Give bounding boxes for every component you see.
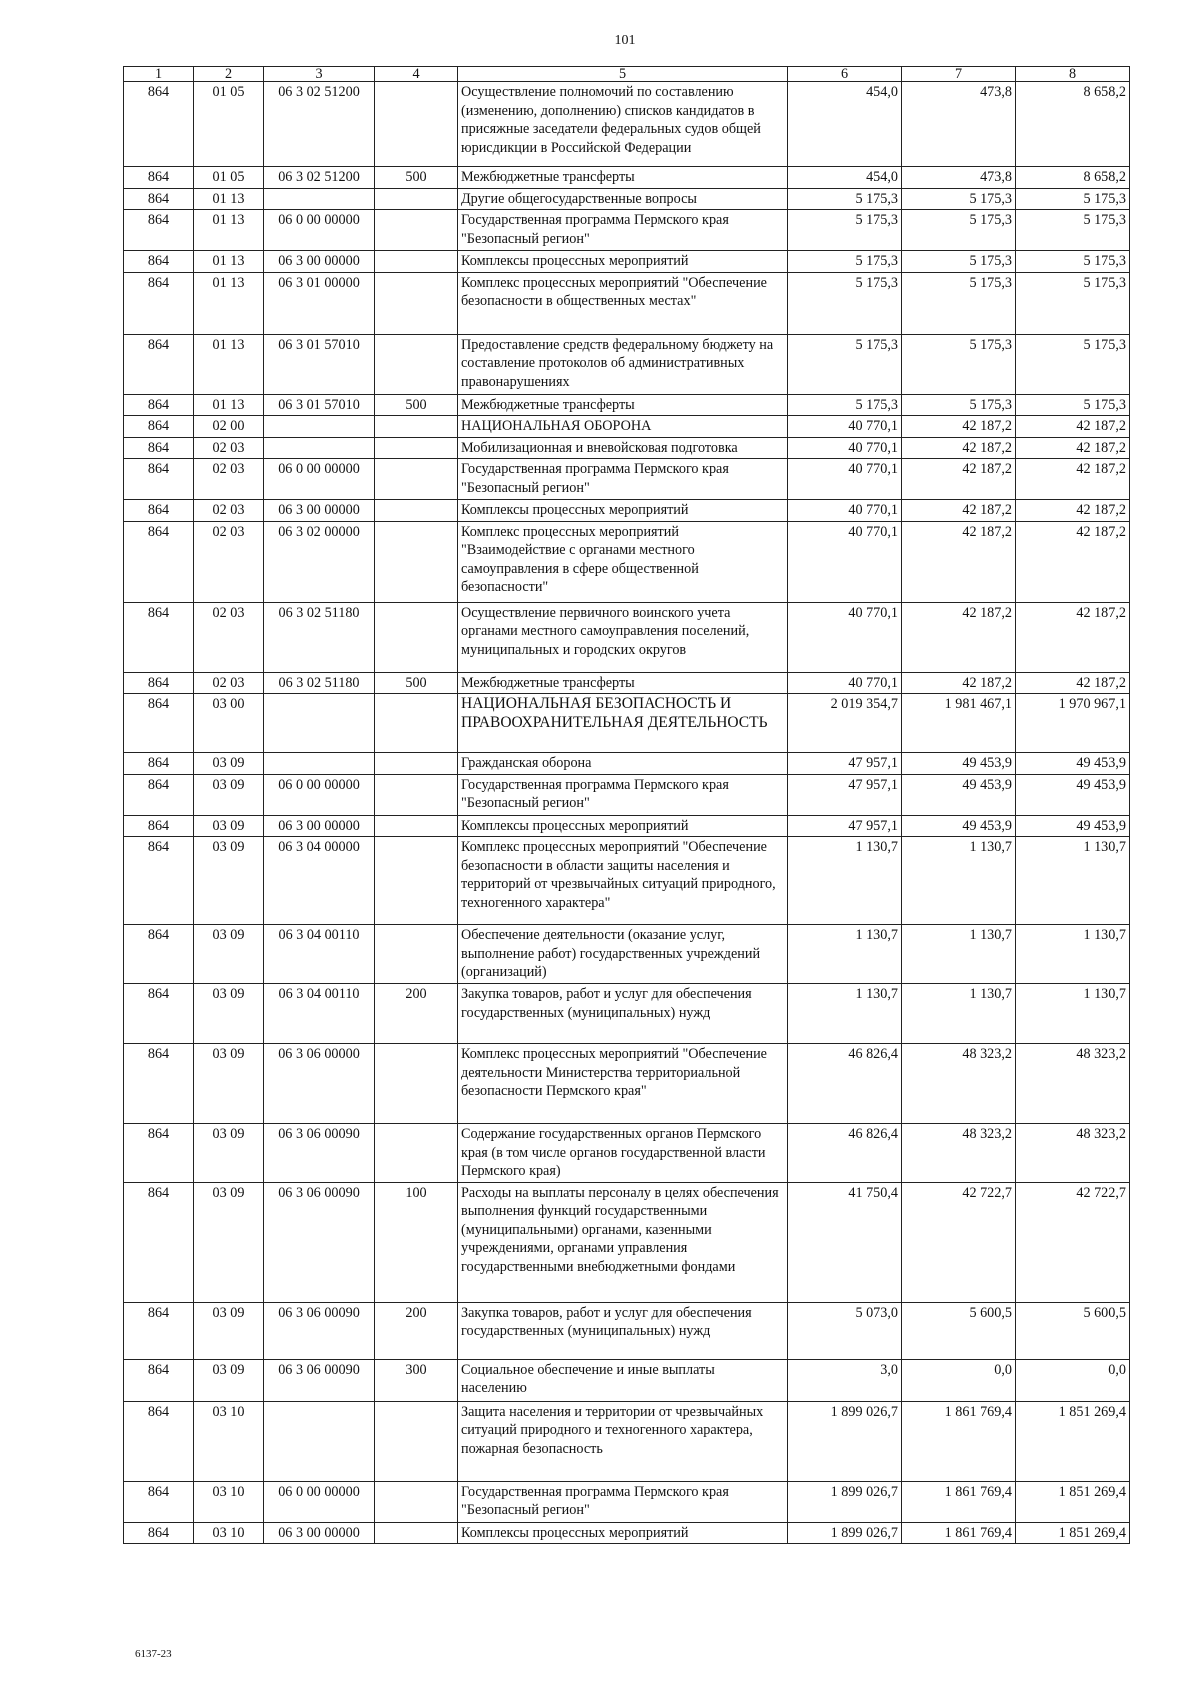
cell-target-article xyxy=(264,416,375,438)
cell-amount-year-3: 8 658,2 xyxy=(1016,82,1130,167)
cell-admin-code: 864 xyxy=(124,1359,194,1401)
cell-amount-year-1: 454,0 xyxy=(788,167,902,189)
cell-amount-year-1: 1 899 026,7 xyxy=(788,1401,902,1481)
cell-amount-year-1: 5 175,3 xyxy=(788,210,902,251)
cell-description: Комплексы процессных мероприятий xyxy=(458,251,788,273)
cell-section-code: 03 09 xyxy=(194,984,264,1044)
table-row xyxy=(124,416,1130,438)
cell-amount-year-1: 47 957,1 xyxy=(788,815,902,837)
cell-amount-year-3: 1 851 269,4 xyxy=(1016,1481,1130,1522)
table-row xyxy=(124,1522,1130,1544)
cell-expense-type: 500 xyxy=(375,672,458,694)
cell-description: Осуществление первичного воинского учета органами местного самоуправления поселений, муниципальных и городских округов xyxy=(458,602,788,672)
cell-amount-year-2: 5 175,3 xyxy=(902,251,1016,273)
cell-admin-code: 864 xyxy=(124,334,194,394)
cell-admin-code: 864 xyxy=(124,521,194,602)
table-row xyxy=(124,925,1130,984)
cell-target-article xyxy=(264,1401,375,1481)
cell-section-code: 01 05 xyxy=(194,167,264,189)
cell-description: Гражданская оборона xyxy=(458,753,788,775)
cell-target-article xyxy=(264,753,375,775)
cell-target-article: 06 3 06 00090 xyxy=(264,1302,375,1359)
table-row xyxy=(124,210,1130,251)
cell-admin-code: 864 xyxy=(124,815,194,837)
cell-amount-year-1: 40 770,1 xyxy=(788,416,902,438)
cell-section-code: 02 03 xyxy=(194,437,264,459)
cell-admin-code: 864 xyxy=(124,753,194,775)
cell-target-article: 06 3 06 00090 xyxy=(264,1124,375,1183)
cell-amount-year-3: 5 175,3 xyxy=(1016,394,1130,416)
cell-expense-type xyxy=(375,837,458,925)
cell-admin-code: 864 xyxy=(124,1044,194,1124)
cell-amount-year-2: 473,8 xyxy=(902,167,1016,189)
cell-section-code: 03 09 xyxy=(194,815,264,837)
cell-amount-year-2: 48 323,2 xyxy=(902,1044,1016,1124)
cell-amount-year-2: 1 861 769,4 xyxy=(902,1401,1016,1481)
cell-amount-year-1: 2 019 354,7 xyxy=(788,694,902,753)
table-row xyxy=(124,272,1130,334)
cell-description: Расходы на выплаты персоналу в целях обеспечения выполнения функций государственными (муниципальными) органами, казенными учреждениями, органами управления государственными внебюджетными фондами xyxy=(458,1182,788,1302)
cell-target-article: 06 3 00 00000 xyxy=(264,1522,375,1544)
cell-amount-year-1: 5 175,3 xyxy=(788,334,902,394)
cell-expense-type xyxy=(375,188,458,210)
cell-expense-type xyxy=(375,459,458,500)
cell-amount-year-2: 5 175,3 xyxy=(902,272,1016,334)
cell-section-code: 02 00 xyxy=(194,416,264,438)
cell-amount-year-2: 49 453,9 xyxy=(902,815,1016,837)
table-row xyxy=(124,437,1130,459)
cell-section-code: 03 10 xyxy=(194,1401,264,1481)
cell-expense-type: 200 xyxy=(375,984,458,1044)
cell-amount-year-1: 454,0 xyxy=(788,82,902,167)
cell-expense-type xyxy=(375,416,458,438)
cell-expense-type xyxy=(375,602,458,672)
cell-section-code: 03 09 xyxy=(194,1044,264,1124)
cell-amount-year-3: 48 323,2 xyxy=(1016,1124,1130,1183)
cell-admin-code: 864 xyxy=(124,837,194,925)
table-body xyxy=(124,82,1130,1544)
cell-expense-type xyxy=(375,1044,458,1124)
cell-amount-year-2: 42 187,2 xyxy=(902,521,1016,602)
cell-admin-code: 864 xyxy=(124,394,194,416)
cell-admin-code: 864 xyxy=(124,984,194,1044)
table-row xyxy=(124,984,1130,1044)
cell-amount-year-1: 47 957,1 xyxy=(788,753,902,775)
column-header: 2 xyxy=(194,67,264,82)
cell-amount-year-1: 5 175,3 xyxy=(788,394,902,416)
cell-amount-year-3: 48 323,2 xyxy=(1016,1044,1130,1124)
table-row xyxy=(124,602,1130,672)
cell-amount-year-2: 42 187,2 xyxy=(902,437,1016,459)
cell-description: Другие общегосударственные вопросы xyxy=(458,188,788,210)
cell-admin-code: 864 xyxy=(124,694,194,753)
cell-amount-year-3: 49 453,9 xyxy=(1016,774,1130,815)
cell-amount-year-2: 1 130,7 xyxy=(902,925,1016,984)
cell-description: Мобилизационная и вневойсковая подготовка xyxy=(458,437,788,459)
table-row xyxy=(124,837,1130,925)
cell-admin-code: 864 xyxy=(124,1302,194,1359)
cell-amount-year-3: 5 175,3 xyxy=(1016,272,1130,334)
cell-amount-year-3: 5 175,3 xyxy=(1016,210,1130,251)
cell-admin-code: 864 xyxy=(124,672,194,694)
table-row xyxy=(124,1481,1130,1522)
cell-description: Государственная программа Пермского края "Безопасный регион" xyxy=(458,459,788,500)
cell-section-code: 03 09 xyxy=(194,1302,264,1359)
cell-target-article: 06 3 06 00090 xyxy=(264,1359,375,1401)
cell-admin-code: 864 xyxy=(124,602,194,672)
cell-expense-type xyxy=(375,1401,458,1481)
cell-amount-year-1: 46 826,4 xyxy=(788,1044,902,1124)
cell-amount-year-2: 1 130,7 xyxy=(902,837,1016,925)
cell-expense-type xyxy=(375,753,458,775)
cell-expense-type: 500 xyxy=(375,394,458,416)
table-row xyxy=(124,694,1130,753)
cell-target-article: 06 3 06 00000 xyxy=(264,1044,375,1124)
cell-amount-year-2: 5 175,3 xyxy=(902,210,1016,251)
cell-target-article: 06 3 01 57010 xyxy=(264,394,375,416)
table-row xyxy=(124,500,1130,522)
cell-target-article: 06 0 00 00000 xyxy=(264,459,375,500)
cell-amount-year-2: 5 175,3 xyxy=(902,394,1016,416)
cell-section-code: 03 09 xyxy=(194,1124,264,1183)
cell-description: Комплексы процессных мероприятий xyxy=(458,815,788,837)
cell-target-article: 06 0 00 00000 xyxy=(264,210,375,251)
cell-amount-year-3: 49 453,9 xyxy=(1016,753,1130,775)
cell-expense-type xyxy=(375,334,458,394)
cell-description: Осуществление полномочий по составлению (изменению, дополнению) списков кандидатов в присяжные заседатели федеральных судов общей юрисдикции в Российской Федерации xyxy=(458,82,788,167)
cell-description: Защита населения и территории от чрезвычайных ситуаций природного и техногенного характера, пожарная безопасность xyxy=(458,1401,788,1481)
cell-expense-type xyxy=(375,1481,458,1522)
cell-target-article: 06 0 00 00000 xyxy=(264,1481,375,1522)
cell-amount-year-1: 40 770,1 xyxy=(788,521,902,602)
cell-amount-year-1: 40 770,1 xyxy=(788,459,902,500)
cell-target-article xyxy=(264,437,375,459)
cell-admin-code: 864 xyxy=(124,272,194,334)
table-row xyxy=(124,167,1130,189)
cell-expense-type xyxy=(375,82,458,167)
cell-amount-year-1: 1 899 026,7 xyxy=(788,1522,902,1544)
cell-amount-year-3: 42 187,2 xyxy=(1016,459,1130,500)
cell-section-code: 03 09 xyxy=(194,1182,264,1302)
cell-amount-year-1: 5 175,3 xyxy=(788,272,902,334)
cell-amount-year-3: 42 187,2 xyxy=(1016,521,1130,602)
cell-amount-year-2: 1 861 769,4 xyxy=(902,1522,1016,1544)
table-row xyxy=(124,459,1130,500)
cell-target-article: 06 3 02 51200 xyxy=(264,82,375,167)
cell-description: Межбюджетные трансферты xyxy=(458,167,788,189)
cell-amount-year-1: 5 175,3 xyxy=(788,251,902,273)
column-header: 1 xyxy=(124,67,194,82)
cell-amount-year-2: 0,0 xyxy=(902,1359,1016,1401)
table-row xyxy=(124,1124,1130,1183)
column-header: 3 xyxy=(264,67,375,82)
cell-admin-code: 864 xyxy=(124,82,194,167)
cell-amount-year-3: 1 851 269,4 xyxy=(1016,1522,1130,1544)
cell-description: Государственная программа Пермского края "Безопасный регион" xyxy=(458,774,788,815)
cell-expense-type xyxy=(375,1124,458,1183)
cell-amount-year-3: 42 187,2 xyxy=(1016,602,1130,672)
cell-admin-code: 864 xyxy=(124,1522,194,1544)
cell-target-article xyxy=(264,694,375,753)
cell-amount-year-2: 1 981 467,1 xyxy=(902,694,1016,753)
cell-amount-year-2: 42 187,2 xyxy=(902,500,1016,522)
cell-target-article: 06 3 01 57010 xyxy=(264,334,375,394)
cell-amount-year-3: 1 130,7 xyxy=(1016,984,1130,1044)
cell-amount-year-2: 42 187,2 xyxy=(902,459,1016,500)
footer-code: 6137-23 xyxy=(135,1648,172,1660)
cell-section-code: 03 10 xyxy=(194,1481,264,1522)
cell-admin-code: 864 xyxy=(124,1401,194,1481)
cell-admin-code: 864 xyxy=(124,1182,194,1302)
cell-amount-year-3: 1 970 967,1 xyxy=(1016,694,1130,753)
cell-amount-year-2: 49 453,9 xyxy=(902,753,1016,775)
cell-expense-type xyxy=(375,251,458,273)
table-row xyxy=(124,774,1130,815)
cell-amount-year-1: 1 899 026,7 xyxy=(788,1481,902,1522)
cell-target-article: 06 3 02 51180 xyxy=(264,602,375,672)
cell-admin-code: 864 xyxy=(124,500,194,522)
cell-section-code: 02 03 xyxy=(194,521,264,602)
cell-description: Комплексы процессных мероприятий xyxy=(458,1522,788,1544)
cell-amount-year-1: 46 826,4 xyxy=(788,1124,902,1183)
cell-description: Государственная программа Пермского края "Безопасный регион" xyxy=(458,1481,788,1522)
cell-expense-type xyxy=(375,694,458,753)
cell-amount-year-3: 5 600,5 xyxy=(1016,1302,1130,1359)
cell-target-article: 06 0 00 00000 xyxy=(264,774,375,815)
cell-section-code: 03 00 xyxy=(194,694,264,753)
cell-amount-year-2: 473,8 xyxy=(902,82,1016,167)
column-header: 8 xyxy=(1016,67,1130,82)
cell-section-code: 03 09 xyxy=(194,774,264,815)
cell-amount-year-3: 1 851 269,4 xyxy=(1016,1401,1130,1481)
cell-amount-year-2: 48 323,2 xyxy=(902,1124,1016,1183)
cell-target-article: 06 3 06 00090 xyxy=(264,1182,375,1302)
cell-amount-year-3: 42 187,2 xyxy=(1016,437,1130,459)
table-row xyxy=(124,188,1130,210)
cell-section-code: 01 13 xyxy=(194,210,264,251)
cell-expense-type xyxy=(375,815,458,837)
cell-description: Комплекс процессных мероприятий "Взаимодействие с органами местного самоуправления в сфере общественной безопасности" xyxy=(458,521,788,602)
cell-section-code: 02 03 xyxy=(194,672,264,694)
cell-target-article: 06 3 04 00000 xyxy=(264,837,375,925)
table-row xyxy=(124,672,1130,694)
cell-admin-code: 864 xyxy=(124,1481,194,1522)
cell-description: Социальное обеспечение и иные выплаты населению xyxy=(458,1359,788,1401)
cell-section-code: 03 09 xyxy=(194,1359,264,1401)
cell-amount-year-2: 42 722,7 xyxy=(902,1182,1016,1302)
cell-amount-year-1: 3,0 xyxy=(788,1359,902,1401)
cell-section-code: 01 13 xyxy=(194,394,264,416)
cell-amount-year-2: 5 175,3 xyxy=(902,188,1016,210)
cell-description: Содержание государственных органов Пермского края (в том числе органов государственной власти Пермского края) xyxy=(458,1124,788,1183)
cell-amount-year-3: 1 130,7 xyxy=(1016,925,1130,984)
cell-target-article: 06 3 02 51200 xyxy=(264,167,375,189)
cell-description: Комплекс процессных мероприятий "Обеспечение безопасности в общественных местах" xyxy=(458,272,788,334)
cell-expense-type xyxy=(375,272,458,334)
cell-admin-code: 864 xyxy=(124,251,194,273)
table-row xyxy=(124,753,1130,775)
column-header: 4 xyxy=(375,67,458,82)
cell-section-code: 02 03 xyxy=(194,602,264,672)
page-number: 101 xyxy=(614,33,636,48)
cell-amount-year-1: 5 175,3 xyxy=(788,188,902,210)
cell-amount-year-3: 5 175,3 xyxy=(1016,251,1130,273)
cell-description: Комплексы процессных мероприятий xyxy=(458,500,788,522)
cell-expense-type xyxy=(375,1522,458,1544)
cell-amount-year-1: 5 073,0 xyxy=(788,1302,902,1359)
cell-section-code: 03 10 xyxy=(194,1522,264,1544)
cell-amount-year-2: 42 187,2 xyxy=(902,602,1016,672)
cell-admin-code: 864 xyxy=(124,459,194,500)
cell-target-article: 06 3 02 00000 xyxy=(264,521,375,602)
cell-admin-code: 864 xyxy=(124,1124,194,1183)
cell-expense-type xyxy=(375,210,458,251)
cell-amount-year-3: 0,0 xyxy=(1016,1359,1130,1401)
table-row xyxy=(124,1182,1130,1302)
budget-table xyxy=(123,66,1130,1544)
cell-amount-year-2: 1 130,7 xyxy=(902,984,1016,1044)
table-row xyxy=(124,82,1130,167)
cell-amount-year-1: 1 130,7 xyxy=(788,925,902,984)
cell-amount-year-1: 41 750,4 xyxy=(788,1182,902,1302)
table-row xyxy=(124,1302,1130,1359)
cell-amount-year-3: 49 453,9 xyxy=(1016,815,1130,837)
cell-expense-type xyxy=(375,500,458,522)
cell-amount-year-3: 5 175,3 xyxy=(1016,188,1130,210)
cell-section-code: 01 13 xyxy=(194,188,264,210)
cell-amount-year-2: 5 600,5 xyxy=(902,1302,1016,1359)
column-header: 7 xyxy=(902,67,1016,82)
cell-amount-year-3: 42 187,2 xyxy=(1016,500,1130,522)
cell-description: Комплекс процессных мероприятий "Обеспечение безопасности в области защиты населения и территорий от чрезвычайных ситуаций природного, техногенного характера" xyxy=(458,837,788,925)
cell-section-code: 01 13 xyxy=(194,251,264,273)
cell-description: Предоставление средств федеральному бюджету на составление протоколов об административных правонарушениях xyxy=(458,334,788,394)
cell-expense-type xyxy=(375,521,458,602)
cell-description: Государственная программа Пермского края "Безопасный регион" xyxy=(458,210,788,251)
cell-amount-year-1: 40 770,1 xyxy=(788,437,902,459)
cell-amount-year-2: 42 187,2 xyxy=(902,416,1016,438)
cell-expense-type xyxy=(375,437,458,459)
cell-amount-year-1: 40 770,1 xyxy=(788,672,902,694)
cell-description: НАЦИОНАЛЬНАЯ БЕЗОПАСНОСТЬ И ПРАВООХРАНИТЕЛЬНАЯ ДЕЯТЕЛЬНОСТЬ xyxy=(458,694,788,753)
table-row xyxy=(124,394,1130,416)
cell-section-code: 02 03 xyxy=(194,500,264,522)
cell-amount-year-2: 5 175,3 xyxy=(902,334,1016,394)
table-row xyxy=(124,815,1130,837)
cell-description: Обеспечение деятельности (оказание услуг, выполнение работ) государственных учреждений (организаций) xyxy=(458,925,788,984)
cell-expense-type: 200 xyxy=(375,1302,458,1359)
cell-section-code: 01 13 xyxy=(194,272,264,334)
cell-admin-code: 864 xyxy=(124,925,194,984)
cell-amount-year-3: 5 175,3 xyxy=(1016,334,1130,394)
cell-amount-year-2: 49 453,9 xyxy=(902,774,1016,815)
cell-amount-year-1: 40 770,1 xyxy=(788,500,902,522)
cell-target-article: 06 3 00 00000 xyxy=(264,500,375,522)
cell-expense-type xyxy=(375,774,458,815)
table-row xyxy=(124,334,1130,394)
cell-description: Закупка товаров, работ и услуг для обеспечения государственных (муниципальных) нужд xyxy=(458,1302,788,1359)
cell-amount-year-3: 42 187,2 xyxy=(1016,416,1130,438)
cell-description: Межбюджетные трансферты xyxy=(458,672,788,694)
cell-amount-year-3: 1 130,7 xyxy=(1016,837,1130,925)
cell-amount-year-1: 47 957,1 xyxy=(788,774,902,815)
cell-description: Закупка товаров, работ и услуг для обеспечения государственных (муниципальных) нужд xyxy=(458,984,788,1044)
cell-target-article: 06 3 00 00000 xyxy=(264,251,375,273)
table-row xyxy=(124,251,1130,273)
cell-description: Межбюджетные трансферты xyxy=(458,394,788,416)
table-row xyxy=(124,521,1130,602)
cell-section-code: 01 05 xyxy=(194,82,264,167)
cell-amount-year-3: 42 187,2 xyxy=(1016,672,1130,694)
cell-expense-type: 100 xyxy=(375,1182,458,1302)
table-row xyxy=(124,1044,1130,1124)
cell-amount-year-1: 1 130,7 xyxy=(788,837,902,925)
cell-target-article: 06 3 04 00110 xyxy=(264,984,375,1044)
cell-amount-year-1: 40 770,1 xyxy=(788,602,902,672)
cell-admin-code: 864 xyxy=(124,210,194,251)
table-row xyxy=(124,1401,1130,1481)
cell-description: НАЦИОНАЛЬНАЯ ОБОРОНА xyxy=(458,416,788,438)
cell-admin-code: 864 xyxy=(124,437,194,459)
column-header: 6 xyxy=(788,67,902,82)
cell-target-article: 06 3 00 00000 xyxy=(264,815,375,837)
cell-admin-code: 864 xyxy=(124,167,194,189)
cell-target-article: 06 3 02 51180 xyxy=(264,672,375,694)
cell-section-code: 02 03 xyxy=(194,459,264,500)
cell-target-article: 06 3 04 00110 xyxy=(264,925,375,984)
cell-expense-type xyxy=(375,925,458,984)
cell-section-code: 03 09 xyxy=(194,837,264,925)
cell-target-article: 06 3 01 00000 xyxy=(264,272,375,334)
cell-amount-year-3: 8 658,2 xyxy=(1016,167,1130,189)
cell-admin-code: 864 xyxy=(124,188,194,210)
cell-amount-year-1: 1 130,7 xyxy=(788,984,902,1044)
column-header: 5 xyxy=(458,67,788,82)
cell-admin-code: 864 xyxy=(124,416,194,438)
cell-target-article xyxy=(264,188,375,210)
cell-section-code: 03 09 xyxy=(194,753,264,775)
cell-amount-year-3: 42 722,7 xyxy=(1016,1182,1130,1302)
cell-expense-type: 500 xyxy=(375,167,458,189)
column-number-row xyxy=(124,67,1130,82)
table-row xyxy=(124,1359,1130,1401)
cell-admin-code: 864 xyxy=(124,774,194,815)
cell-expense-type: 300 xyxy=(375,1359,458,1401)
cell-amount-year-2: 42 187,2 xyxy=(902,672,1016,694)
cell-section-code: 01 13 xyxy=(194,334,264,394)
cell-section-code: 03 09 xyxy=(194,925,264,984)
cell-amount-year-2: 1 861 769,4 xyxy=(902,1481,1016,1522)
cell-description: Комплекс процессных мероприятий "Обеспечение деятельности Министерства территориальной безопасности Пермского края" xyxy=(458,1044,788,1124)
